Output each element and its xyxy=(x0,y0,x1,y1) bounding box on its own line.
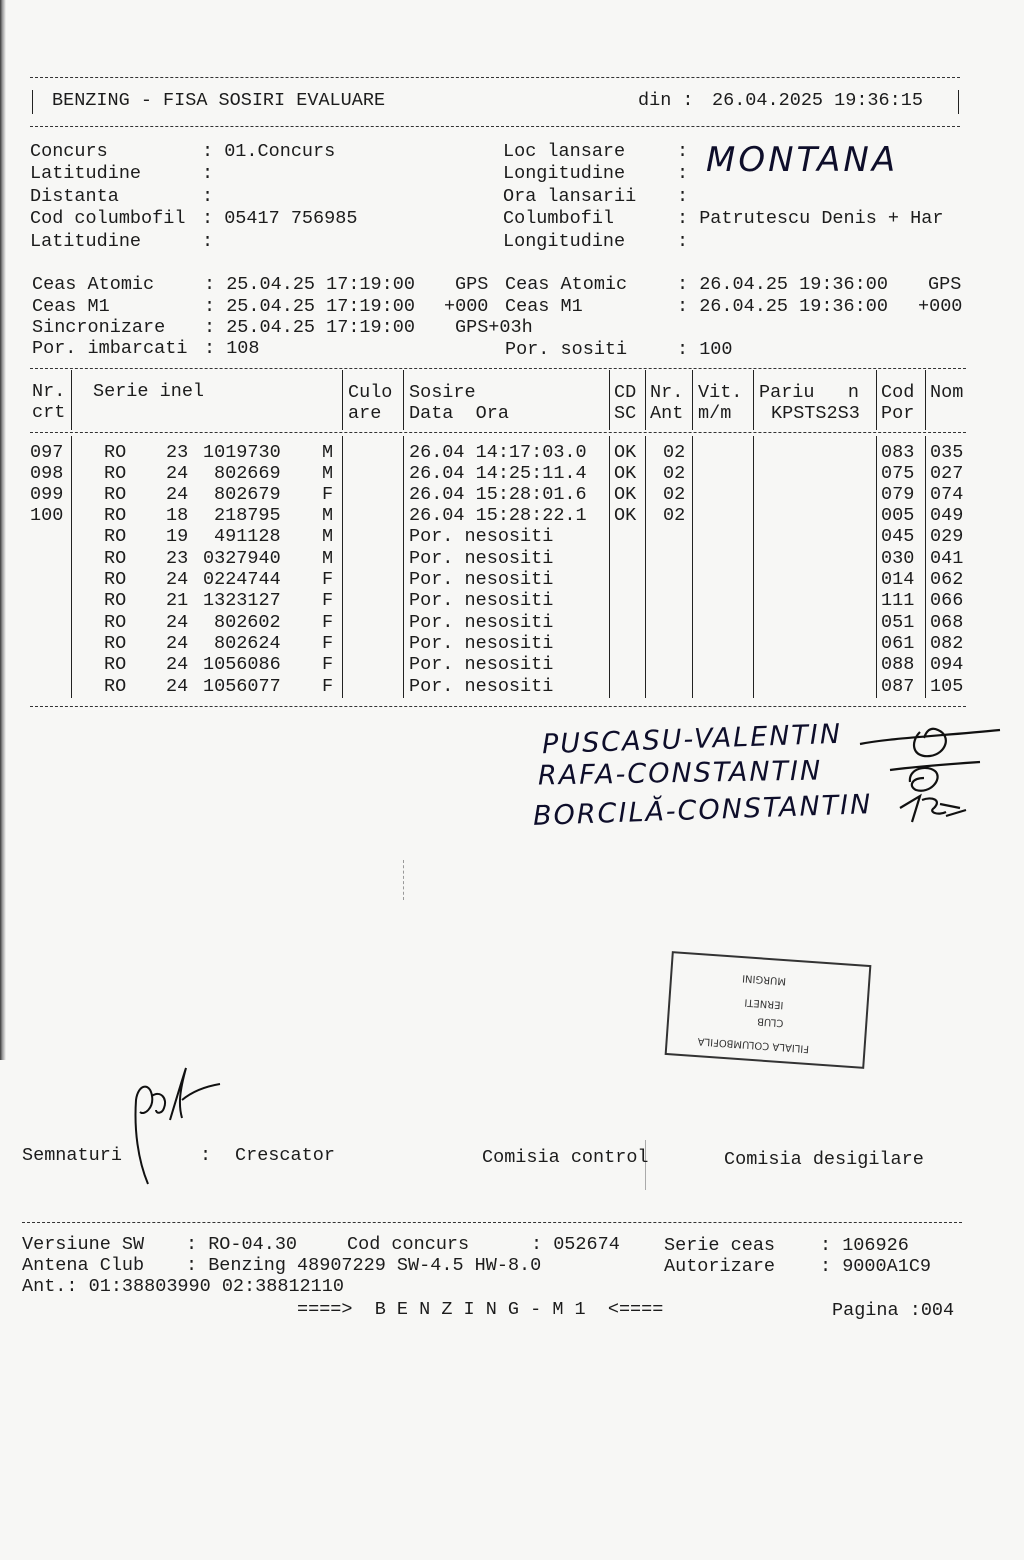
col-separator xyxy=(925,370,926,430)
table-header-border xyxy=(30,432,966,433)
handwritten-name-2: RAFA-CONSTANTIN xyxy=(537,755,823,792)
date-value: 26.04.2025 19:36:15 xyxy=(712,90,923,111)
clock-suffix-sincronizare: GPS+03h xyxy=(455,317,533,338)
cell-sosire: Por. nesositi xyxy=(409,569,554,590)
header-sosire: Sosire xyxy=(409,382,476,403)
cell-ant: 02 xyxy=(663,505,686,526)
cell-tara: RO xyxy=(104,590,127,611)
info-label-ora-lansarii: Ora lansarii xyxy=(503,186,637,207)
cell-sosire: Por. nesositi xyxy=(409,676,554,697)
clock-label-ceas-m1: Ceas M1 xyxy=(32,296,110,317)
date-label: din : xyxy=(638,90,694,111)
stamp-line-2: CLUB xyxy=(756,1015,784,1029)
cell-nom: 082 xyxy=(930,633,964,654)
header-sc: SC xyxy=(614,403,637,424)
versiune-value: : RO-04.30 xyxy=(186,1234,298,1255)
cell-sex: M xyxy=(322,526,334,547)
cell-nom: 062 xyxy=(930,569,964,590)
cell-cod: 005 xyxy=(881,505,915,526)
cell-an: 23 xyxy=(166,548,189,569)
col-separator xyxy=(876,436,877,698)
info-label-cod-columbofil: Cod columbofil xyxy=(30,208,186,229)
header-vit: Vit. xyxy=(698,382,743,403)
clock-label-sincronizare: Sincronizare xyxy=(32,317,166,338)
cell-inel: 802679 xyxy=(214,484,281,505)
col-separator xyxy=(403,436,404,698)
table-row xyxy=(0,633,964,654)
cell-inel: 0327940 xyxy=(203,548,281,569)
info-value-ora-lansarii: : xyxy=(677,186,689,207)
scan-mark xyxy=(403,860,404,900)
cell-inel: 0224744 xyxy=(203,569,281,590)
clock-value-ceas-m1-right: : 26.04.25 19:36:00 xyxy=(677,296,888,317)
header-serie-inel: Serie inel xyxy=(93,381,205,402)
cell-sosire: Por. nesositi xyxy=(409,526,554,547)
antena-label: Antena Club xyxy=(22,1255,145,1276)
table-row xyxy=(0,526,964,547)
col-separator xyxy=(71,436,72,698)
header-crt: crt xyxy=(32,402,66,423)
table-row xyxy=(0,612,964,633)
cell-sex: F xyxy=(322,633,334,654)
handwritten-name-1: PUSCASU-VALENTIN xyxy=(541,718,843,761)
clock-label-por-imbarcati: Por. imbarcati xyxy=(32,338,188,359)
benzing-brand: ====> B E N Z I N G - M 1 <==== xyxy=(297,1299,664,1320)
clock-suffix-ceas-atomic: GPS xyxy=(455,274,489,295)
clock-value-ceas-atomic-right: : 26.04.25 19:36:00 xyxy=(677,274,888,295)
info-label-concurs: Concurs xyxy=(30,141,108,162)
handwritten-name-3: BORCILĂ-CONSTANTIN xyxy=(532,789,873,832)
cell-inel: 1323127 xyxy=(203,590,281,611)
cell-nom: 094 xyxy=(930,654,964,675)
info-label-columbofil: Columbofil xyxy=(503,208,615,229)
page-number: Pagina :004 xyxy=(832,1300,955,1321)
header-pariu: Pariu n xyxy=(759,382,859,403)
header-nom: Nom xyxy=(930,382,964,403)
cell-inel: 802624 xyxy=(214,633,281,654)
cell-sex: F xyxy=(322,484,334,505)
info-label-distanta: Distanta xyxy=(30,186,119,207)
col-separator xyxy=(876,370,877,430)
clock-value-ceas-atomic: : 25.04.25 17:19:00 xyxy=(204,274,415,295)
cell-sex: M xyxy=(322,463,334,484)
table-top-border xyxy=(30,368,966,369)
cell-tara: RO xyxy=(104,654,127,675)
info-label-latitudine: Latitudine xyxy=(30,163,142,184)
clock-value-por-sositi: : 100 xyxy=(677,339,733,360)
cell-an: 21 xyxy=(166,590,189,611)
table-row xyxy=(0,463,964,484)
info-value-longitudine: : xyxy=(677,163,689,184)
cell-cod: 014 xyxy=(881,569,915,590)
cell-nr: 100 xyxy=(30,505,64,526)
header-are: are xyxy=(348,403,382,424)
cell-sosire: Por. nesositi xyxy=(409,548,554,569)
comisia-desigilare-label: Comisia desigilare xyxy=(724,1149,924,1170)
info-label-longitudine-2: Longitudine xyxy=(503,231,626,252)
col-separator xyxy=(753,370,754,430)
cell-sosire: Por. nesositi xyxy=(409,654,554,675)
cell-nom: 035 xyxy=(930,442,964,463)
cell-an: 24 xyxy=(166,612,189,633)
header-nr: Nr. xyxy=(32,381,66,402)
cell-an: 24 xyxy=(166,633,189,654)
cell-nr: 098 xyxy=(30,463,64,484)
stamp-line-1: FILIALA COLUMBOFILA xyxy=(697,1035,810,1054)
cell-tara: RO xyxy=(104,463,127,484)
cell-tara: RO xyxy=(104,569,127,590)
crescator-signature xyxy=(120,1060,230,1190)
cell-sex: M xyxy=(322,548,334,569)
cell-cod: 083 xyxy=(881,442,915,463)
info-label-longitudine: Longitudine xyxy=(503,163,626,184)
autorizare-value: : 9000A1C9 xyxy=(820,1256,932,1277)
header-bottom-border xyxy=(30,126,960,127)
col-separator xyxy=(645,436,646,698)
cell-an: 23 xyxy=(166,442,189,463)
info-label-loc-lansare: Loc lansare xyxy=(503,141,626,162)
cell-nom: 066 xyxy=(930,590,964,611)
header-top-border xyxy=(30,77,960,78)
cell-sosire: 26.04 15:28:22.1 xyxy=(409,505,587,526)
cell-cod: 051 xyxy=(881,612,915,633)
semnaturi-colon: : xyxy=(200,1145,212,1166)
table-row xyxy=(0,590,964,611)
cell-sosire: 26.04 14:25:11.4 xyxy=(409,463,587,484)
cell-an: 24 xyxy=(166,569,189,590)
clock-value-ceas-m1: : 25.04.25 17:19:00 xyxy=(204,296,415,317)
cell-cod: 088 xyxy=(881,654,915,675)
header-nr-ant: Nr. xyxy=(650,382,684,403)
table-row xyxy=(0,569,964,590)
cell-tara: RO xyxy=(104,548,127,569)
cell-cd: OK xyxy=(614,463,637,484)
col-separator xyxy=(925,436,926,698)
cell-ant: 02 xyxy=(663,484,686,505)
cell-cd: OK xyxy=(614,442,637,463)
cell-nom: 049 xyxy=(930,505,964,526)
table-bottom-border xyxy=(30,706,966,707)
info-label-latitudine-2: Latitudine xyxy=(30,231,142,252)
table-row xyxy=(0,442,964,463)
info-value-longitudine-2: : xyxy=(677,231,689,252)
clock-value-sincronizare: : 25.04.25 17:19:00 xyxy=(204,317,415,338)
cell-sosire: 26.04 15:28:01.6 xyxy=(409,484,587,505)
table-row xyxy=(0,484,964,505)
cell-inel: 802669 xyxy=(214,463,281,484)
autorizare-label: Autorizare xyxy=(664,1256,776,1277)
cell-inel: 1056077 xyxy=(203,676,281,697)
cell-tara: RO xyxy=(104,442,127,463)
cell-cd: OK xyxy=(614,505,637,526)
cell-sosire: 26.04 14:17:03.0 xyxy=(409,442,587,463)
stamp-line-4: MURGINI xyxy=(741,972,787,987)
header-left-border xyxy=(32,90,33,114)
header-por: Por xyxy=(881,403,915,424)
cell-sosire: Por. nesositi xyxy=(409,633,554,654)
info-value-distanta: : xyxy=(202,186,214,207)
cell-sex: F xyxy=(322,590,334,611)
clock-label-ceas-atomic: Ceas Atomic xyxy=(32,274,155,295)
header-data-ora: Data Ora xyxy=(409,403,509,424)
cell-an: 24 xyxy=(166,676,189,697)
col-separator xyxy=(753,436,754,698)
cell-cod: 075 xyxy=(881,463,915,484)
cell-cod: 030 xyxy=(881,548,915,569)
cell-tara: RO xyxy=(104,505,127,526)
cell-inel: 218795 xyxy=(214,505,281,526)
clock-suffix-ceas-atomic-right: GPS xyxy=(928,274,962,295)
document-title: BENZING - FISA SOSIRI EVALUARE xyxy=(52,90,386,111)
versiune-label: Versiune SW xyxy=(22,1234,145,1255)
cell-cod: 045 xyxy=(881,526,915,547)
clock-label-ceas-atomic-right: Ceas Atomic xyxy=(505,274,628,295)
clock-label-por-sositi: Por. sositi xyxy=(505,339,628,360)
cell-an: 24 xyxy=(166,463,189,484)
semnaturi-label: Semnaturi xyxy=(22,1145,122,1166)
info-value-concurs: : 01.Concurs xyxy=(202,141,336,162)
club-stamp xyxy=(665,951,872,1069)
table-row xyxy=(0,676,964,697)
serie-ceas-label: Serie ceas xyxy=(664,1235,776,1256)
stamp-line-3: IERNETI xyxy=(744,996,784,1011)
cell-cod: 111 xyxy=(881,590,915,611)
info-value-cod-columbofil: : 05417 756985 xyxy=(202,208,358,229)
header-cd: CD xyxy=(614,382,637,403)
cell-sex: F xyxy=(322,676,334,697)
header-culo: Culo xyxy=(348,382,393,403)
ant-line: Ant.: 01:38803990 02:38812110 xyxy=(22,1276,344,1297)
col-separator xyxy=(342,436,343,698)
col-separator xyxy=(609,370,610,430)
cell-an: 24 xyxy=(166,484,189,505)
cell-nom: 068 xyxy=(930,612,964,633)
cell-sex: F xyxy=(322,569,334,590)
cell-an: 24 xyxy=(166,654,189,675)
table-row xyxy=(0,654,964,675)
handwritten-signatures-right xyxy=(850,712,1010,842)
cell-nr: 099 xyxy=(30,484,64,505)
cell-cod: 087 xyxy=(881,676,915,697)
cell-tara: RO xyxy=(104,676,127,697)
antena-value: : Benzing 48907229 SW-4.5 HW-8.0 xyxy=(186,1255,542,1276)
header-right-border xyxy=(958,90,959,114)
cell-nom: 027 xyxy=(930,463,964,484)
clock-label-ceas-m1-right: Ceas M1 xyxy=(505,296,583,317)
info-value-columbofil: : Patrutescu Denis + Har xyxy=(677,208,944,229)
cell-nom: 041 xyxy=(930,548,964,569)
handwritten-place: MONTANA xyxy=(706,140,899,180)
clock-suffix-ceas-m1-right: +000 xyxy=(918,296,963,317)
cell-nom: 029 xyxy=(930,526,964,547)
cell-sex: M xyxy=(322,505,334,526)
cell-tara: RO xyxy=(104,526,127,547)
info-value-latitudine-2: : xyxy=(202,231,214,252)
clock-suffix-ceas-m1: +000 xyxy=(444,296,489,317)
cell-sex: M xyxy=(322,442,334,463)
cell-cd: OK xyxy=(614,484,637,505)
col-separator xyxy=(342,370,343,430)
table-row xyxy=(0,548,964,569)
cell-tara: RO xyxy=(104,612,127,633)
header-kpsts: KPSTS2S3 xyxy=(771,403,860,424)
col-separator xyxy=(403,370,404,430)
cod-concurs-value: : 052674 xyxy=(531,1234,620,1255)
cell-inel: 802602 xyxy=(214,612,281,633)
cell-sex: F xyxy=(322,612,334,633)
cell-sosire: Por. nesositi xyxy=(409,590,554,611)
cell-inel: 491128 xyxy=(214,526,281,547)
cell-inel: 1019730 xyxy=(203,442,281,463)
header-cod: Cod xyxy=(881,382,915,403)
cell-tara: RO xyxy=(104,633,127,654)
comisia-control-label: Comisia control xyxy=(482,1147,649,1168)
info-value-latitudine: : xyxy=(202,163,214,184)
col-separator xyxy=(71,370,72,430)
clock-value-por-imbarcati: : 108 xyxy=(204,338,260,359)
cell-nom: 074 xyxy=(930,484,964,505)
serie-ceas-value: : 106926 xyxy=(820,1235,909,1256)
col-separator xyxy=(609,436,610,698)
col-separator xyxy=(692,436,693,698)
info-value-loc-lansare: : xyxy=(677,141,689,162)
cell-inel: 1056086 xyxy=(203,654,281,675)
cell-sex: F xyxy=(322,654,334,675)
cell-cod: 079 xyxy=(881,484,915,505)
cell-nom: 105 xyxy=(930,676,964,697)
crescator-label: Crescator xyxy=(235,1145,335,1166)
cell-cod: 061 xyxy=(881,633,915,654)
cell-ant: 02 xyxy=(663,463,686,484)
cell-an: 19 xyxy=(166,526,189,547)
cell-nr: 097 xyxy=(30,442,64,463)
cell-sosire: Por. nesositi xyxy=(409,612,554,633)
cell-an: 18 xyxy=(166,505,189,526)
cell-ant: 02 xyxy=(663,442,686,463)
header-mm: m/m xyxy=(698,403,732,424)
cod-concurs-label: Cod concurs xyxy=(347,1234,470,1255)
col-separator xyxy=(645,370,646,430)
header-ant: Ant xyxy=(650,403,684,424)
table-row xyxy=(0,505,964,526)
cell-tara: RO xyxy=(104,484,127,505)
footer-top-border xyxy=(22,1222,962,1223)
col-separator xyxy=(692,370,693,430)
